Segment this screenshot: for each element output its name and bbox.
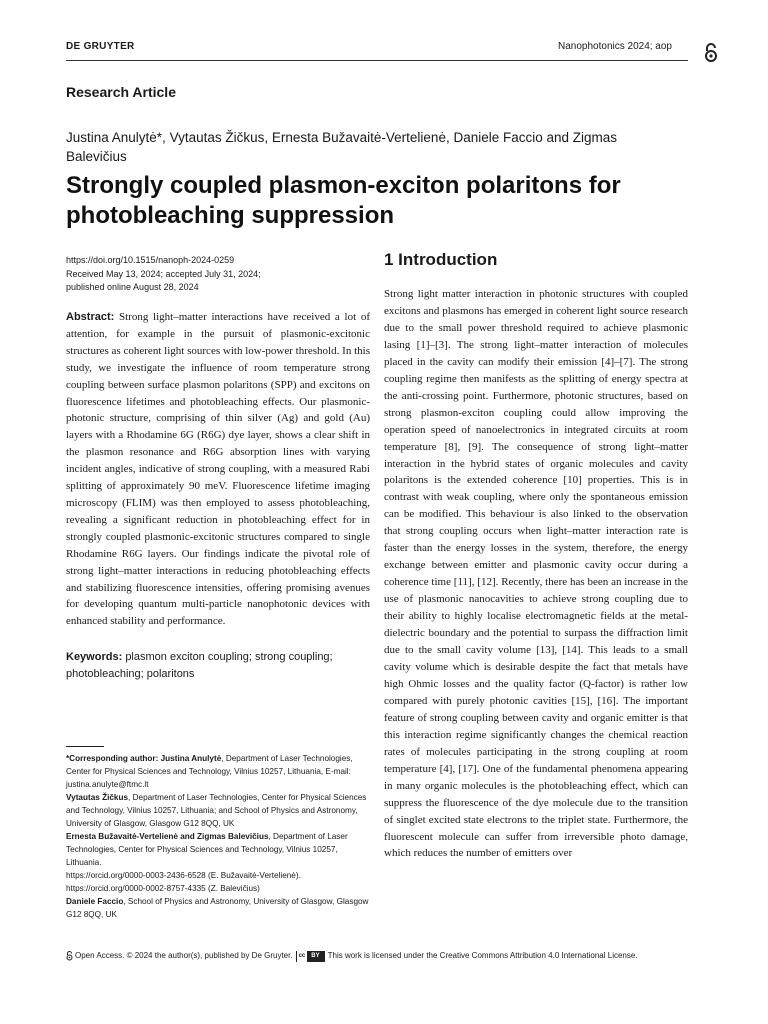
received-date: Received May 13, 2024; accepted July 31, 2024; — [66, 268, 261, 279]
author4-name: Daniele Faccio — [66, 897, 124, 906]
footnote-author2 — [66, 791, 374, 830]
publisher-name: DE GRUYTER — [66, 41, 135, 52]
keywords-text: plasmon exciton coupling; strong coupling; photobleaching; polaritons — [66, 651, 333, 680]
left-column — [66, 309, 370, 682]
cc-label: cc — [297, 950, 308, 962]
journal-info: Nanophotonics 2024; aop — [558, 41, 672, 52]
keywords-label: Keywords: — [66, 651, 123, 664]
author2-affiliation: , Department of Laser Technologies, Center for Physical Sciences and Technology, Vilnius 10257, Lithuania; and School of Physics and Astronomy, University of Glasgow, Glasgow G12 8QQ, UK — [66, 793, 367, 828]
doi-link[interactable]: https://doi.org/10.1515/nanoph-2024-0259 — [66, 255, 235, 265]
open-access-small-icon — [66, 951, 73, 961]
footnote-divider — [66, 746, 104, 747]
author3-name: Ernesta Bužavaitė-Vertelienė and Zigmas Balevičius — [66, 832, 269, 841]
article-meta — [66, 254, 366, 295]
footnote-corresponding — [66, 752, 374, 791]
published-date: published online August 28, 2024 — [66, 282, 199, 292]
open-access-icon — [704, 43, 718, 63]
orcid-link-2[interactable]: https://orcid.org/0000-0002-8757-4335 (Z. Balevičius) — [66, 884, 260, 893]
author3-affiliation: , Department of Laser Technologies, Center for Physical Sciences and Technology, Vilnius 10257, Lithuania. — [66, 832, 348, 867]
orcid-link-1[interactable]: https://orcid.org/0000-0003-2436-6528 (E. Bužavaitė-Vertelienė). — [66, 871, 301, 880]
author2-name: Vytautas Žičkus — [66, 793, 129, 802]
license-text: This work is licensed under the Creative Commons Attribution 4.0 International License. — [327, 951, 638, 960]
footnote-author3 — [66, 830, 374, 869]
cc-by-badge[interactable] — [296, 951, 325, 962]
footnote-author4 — [66, 895, 374, 921]
abstract — [66, 309, 370, 630]
author4-affiliation: , School of Physics and Astronomy, University of Glasgow, Glasgow G12 8QQ, UK — [66, 897, 369, 919]
introduction-text: Strong light matter interaction in photonic structures with coupled excitons and plasmons has emerged in coherent light source research due to the small power threshold required to achieve plasmonic lasing [1]–[3]. The strong light–matter interaction of molecules placed in the cavity can modify their emission [4]–[7]. The strong coupling regime then manifests as the splitting of energy spectra at the anti-crossing point. Furthermore, photonic structures, based on strong plasmon-exciton coupling could allow improving the operation speed of nanoelectronics in integrated circuits at room temperature [8], [9]. The consequence of strong light–matter interaction in the hybrid states of organic molecules and cavity polaritons is the extended coherence [10] properties. This is in contrast with weak coupling, where only the spontaneous emission can be modified. This behaviour is also linked to the observation that strong coupling occurs when light–matter interaction rate is faster than the energy losses in the system, therefore, the energy exchange between emitter and plasmonic cavity occur during a coherence time [11], [12]. Recently, there has been an increase in the use of plasmonic nanocavities to achieve strong coupling due to their ability to highly localise electromagnetic fields at the metal-dielectric boundary and the potential to surpass the diffraction limit due to the small cavity volume [13], [14]. This leads to a small cavity volume which is desirable despite the fact that metals have high Ohmic losses and the quality factor (Q-factor) is rather low compared with purely photonic cavities [15], [16]. The important feature of strong coupling between cavity and organic emitter is that this interaction regime significantly changes the chemical reaction rates of molecules participating in the strong coupling at room temperature [4], [17]. One of the fundamental phenomena appearing in many organic molecules is the photobleaching effect, which can suppress the fluorescence of the dye molecule due to the transition of singlet excited state electrons to the triplet state. Furthermore, the fluorescent molecule can suffer from irreversible photo damage, which reduces the number of emitters over — [384, 288, 688, 860]
keywords — [66, 649, 370, 682]
corresponding-author-affiliation: , Department of Laser Technologies, Center for Physical Sciences and Technology, Vilnius 10257, Lithuania, E-mail: justina.anulyte@ftmc.lt — [66, 754, 353, 789]
open-access-text: Open Access. © 2024 the author(s), published by De Gruyter. — [75, 951, 293, 960]
author-list: Justina Anulytė*, Vytautas Žičkus, Ernesta Bužavaitė-Vertelienė, Daniele Faccio and Zigmas Balevičius — [66, 130, 618, 164]
by-label: BY — [307, 952, 323, 961]
abstract-label: Abstract: — [66, 311, 115, 323]
corresponding-author-label: *Corresponding author: Justina Anulytė — [66, 754, 222, 763]
section-heading: 1 Introduction — [384, 250, 498, 269]
article-type: Research Article — [66, 84, 176, 100]
abstract-text: Strong light–matter interactions have received a lot of attention, for example in the pursuit of plasmonic-excitonic structures as coherent light sources with low-power threshold. In this study, we investigate the influence of room temperature strong coupling between surface plasmon polaritons (SPP) and excitons on fluorescence lifetimes and photobleaching effects. Our plasmonic-photonic structure, comprising of thin silver (Ag) and gold (Au) layers with a Rhodamine 6G (R6G) dye layer, shows a clear shift in the plasmon resonance and R6G absorption lines with varying incident angles, indicative of strong coupling, with a measured Rabi splitting of approximately 90 meV. Fluorescence lifetime imaging microscopy (FLIM) was then employed to assess photobleaching, revealing a significant reduction in photobleaching effect for in strongly coupled plasmonic-excitonic structures compared to single Rhodamine R6G layers. Our findings indicate the pivotal role of strong light–matter interactions in reducing photobleaching effects and stabilizing fluorescence intensities, offering promising avenues for developing quantum multi-particle nanophotonic devices with enhanced stability and performance. — [66, 311, 370, 628]
header-divider — [66, 60, 688, 61]
article-title: Strongly coupled plasmon-exciton polaritons for photobleaching suppression — [66, 172, 621, 229]
license-footer — [66, 950, 686, 962]
author-footnotes — [66, 752, 374, 921]
right-column — [384, 250, 688, 862]
